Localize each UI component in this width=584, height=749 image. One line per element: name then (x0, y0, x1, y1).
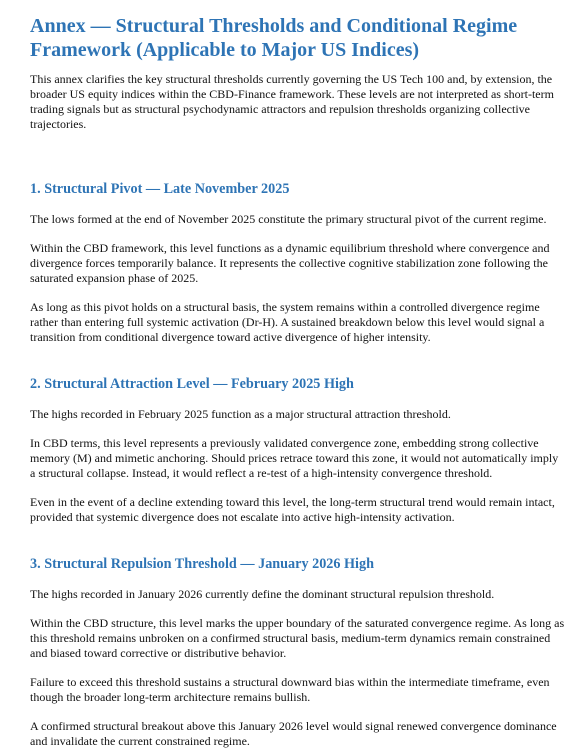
section-3-paragraph-1: The highs recorded in January 2026 currently define the dominant structural repulsion threshold. (30, 587, 495, 601)
document-page (30, 14, 566, 749)
section-3-paragraph-3: Failure to exceed this threshold sustains a structural downward bias within the intermediate timeframe, even though the broader long-term architecture remains bullish. (30, 675, 550, 704)
document-title: Annex — Structural Thresholds and Conditional Regime Framework (Applicable to Major US Indices) (30, 15, 518, 61)
section-1-heading: 1. Structural Pivot — Late November 2025 (30, 181, 290, 197)
section-2-paragraph-2: In CBD terms, this level represents a previously validated convergence zone, embedding strong collective memory (M) and mimetic anchoring. Should prices retrace toward this zone, it would not automatically imply a structural collapse. Instead, it would reflect a re-test of a high-intensity convergence threshold. (30, 436, 559, 480)
section-2-paragraph-1: The highs recorded in February 2025 function as a major structural attraction threshold. (30, 407, 451, 421)
section-1-paragraph-3: As long as this pivot holds on a structural basis, the system remains within a controlled divergence regime rather than entering full systemic activation (Dr-H). A sustained breakdown below this level would signal a transition from conditional divergence toward active divergence of higher intensity. (30, 300, 545, 344)
section-3-heading: 3. Structural Repulsion Threshold — January 2026 High (30, 556, 374, 572)
section-1-paragraph-1: The lows formed at the end of November 2025 constitute the primary structural pivot of the current regime. (30, 212, 547, 226)
section-1-paragraph-2: Within the CBD framework, this level functions as a dynamic equilibrium threshold where convergence and divergence forces temporarily balance. It represents the collective cognitive stabilization zone following the saturated expansion phase of 2025. (30, 241, 550, 285)
section-2-paragraph-3: Even in the event of a decline extending toward this level, the long-term structural trend would remain intact, provided that systemic divergence does not escalate into active high-intensity activation. (30, 495, 555, 524)
section-2-heading: 2. Structural Attraction Level — February 2025 High (30, 376, 354, 392)
section-3-paragraph-4: A confirmed structural breakout above this January 2026 level would signal renewed convergence dominance and invalidate the current constrained regime. (30, 719, 557, 748)
intro-paragraph: This annex clarifies the key structural thresholds currently governing the US Tech 100 and, by extension, the broader US equity indices within the CBD-Finance framework. These levels are not interpreted as short-term trading signals but as structural psychodynamic attractors and repulsion thresholds organizing collective trajectories. (30, 72, 554, 131)
section-3-paragraph-2: Within the CBD structure, this level marks the upper boundary of the saturated convergence regime. As long as this threshold remains unbroken on a confirmed structural basis, medium-term dynamics remain constrained and biased toward corrective or distributive behavior. (30, 616, 565, 660)
